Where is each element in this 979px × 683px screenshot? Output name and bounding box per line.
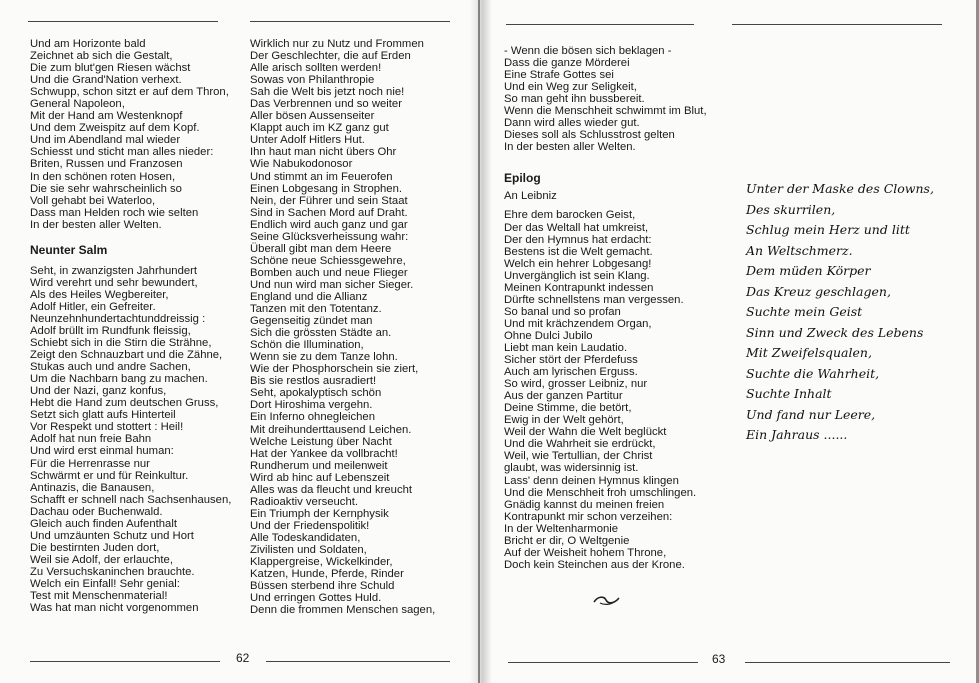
poem-line: Wenn sie zu dem Tanze lohn. [250, 351, 398, 364]
bottom-rule [745, 662, 950, 663]
poem-line: Gleich auch finden Aufenthalt [30, 517, 177, 530]
top-rule [732, 24, 942, 25]
poem-line: Ein Triumph der Kernphysik [250, 507, 389, 520]
poem-line: Die bestirnten Juden dort, [30, 541, 160, 554]
poem-line: In den schönen roten Hosen, [30, 170, 176, 183]
poem-line: Adolf hat nun freie Bahn [30, 433, 152, 446]
poem-line: In der besten aller Welten. [504, 141, 636, 154]
poem-line: In der Weltenharmonie [504, 522, 619, 535]
poem-line: An Weltschmerz. [746, 242, 853, 258]
poem-line: Ein Jahraus ...... [746, 427, 848, 442]
poem-line: Zivilisten und Soldaten, [250, 543, 367, 556]
poem-line: Ewig in der Welt gehört, [504, 414, 624, 427]
poem-line: Briten, Russen und Franzosen [30, 158, 183, 171]
poem-line: Und stimmt an im Feuerofen [250, 170, 393, 183]
poem-line: Als des Heiles Wegbereiter, [30, 288, 169, 301]
poem-line: Weil sie Adolf, der erlauchte, [30, 553, 173, 566]
poem-line: Schwärmt er und für Reinkultur. [30, 469, 189, 482]
section-heading: Neunter Salm [30, 242, 108, 257]
poem-line: Sah die Welt bis jetzt noch nie! [250, 86, 405, 99]
poem-line: - Wenn die bösen sich beklagen - [504, 45, 672, 57]
poem-line: Zeichnet ab sich die Gestalt, [30, 50, 173, 63]
poem-line: Weil der Wahn die Welt beglückt [504, 426, 667, 439]
poem-line: Adolf brüllt im Rundfunk fleissig, [30, 324, 191, 337]
left-column-2 [250, 38, 435, 616]
poem-line: Und fand nur Leere, [746, 406, 876, 422]
book-gutter [470, 0, 492, 683]
poem-line: Deine Stimme, die betört, [504, 402, 632, 415]
poem-line: Doch kein Steinchen aus der Krone. [504, 558, 685, 571]
poem-line: Neunzehnhundertachtunddreissig : [30, 312, 206, 325]
swirl-flourish-icon [592, 593, 622, 607]
poem-line: Die sie sehr wahrscheinlich so [30, 182, 182, 195]
poem-line: Schafft er schnell nach Sachsenhausen, [30, 493, 232, 506]
poem-line: Ihn haut man nicht übers Ohr [250, 146, 397, 159]
poem-line: Zeigt den Schnauzbart und die Zähne, [30, 349, 223, 362]
right-column-1 [504, 45, 707, 571]
bottom-rule [508, 662, 698, 663]
page-number: 63 [712, 652, 726, 666]
poem-line: Und umzäunten Schutz und Hort [30, 529, 194, 542]
poem-line: Dass man Helden roch wie selten [30, 206, 199, 219]
poem-line: Einen Lobgesang in Strophen. [250, 182, 403, 195]
poem-line: Dachau oder Buchenwald. [30, 505, 163, 518]
poem-line: England und die Allianz [250, 290, 368, 303]
poem-line: Und mit krächzendem Organ, [504, 317, 652, 330]
poem-line: Nein, der Führer und sein Staat [250, 194, 408, 207]
poem-line: Dürfte schnellstens man vergessen. [504, 293, 684, 306]
poem-line: Tanzen mit den Totentanz. [250, 303, 382, 316]
poem-line: Aus der ganzen Partitur [504, 390, 623, 403]
poem-line: Dann wird alles wieder gut. [504, 117, 640, 130]
left-column-1 [30, 38, 231, 614]
poem-line: Eine Strafe Gottes sei [504, 69, 614, 82]
poem-line: Der das Weltall hat umkreist, [504, 221, 649, 234]
poem-line: Der den Hymnus hat erdacht: [504, 233, 652, 246]
poem-line: Mit der Hand am Westenknopf [30, 110, 183, 123]
poem-line: Kontrapunkt mir schon verzeihen: [504, 510, 673, 523]
poem-line: Was hat man nicht vorgenommen [30, 602, 199, 615]
poem-line: Schwupp, schon sitzt er auf dem Thron, [30, 86, 229, 99]
poem-line: glaubt, was widersinnig ist. [504, 462, 639, 475]
poem-line: Alles was da fleucht und kreucht [250, 483, 413, 496]
poem-line: Vor Respekt und stottert : Heil! [30, 421, 184, 434]
poem-line: Ein Inferno ohnegleichen [250, 411, 375, 424]
poem-line: Bomben auch und neue Flieger [250, 266, 408, 279]
poem-line: Rundherum und meilenweit [250, 459, 388, 472]
poem-line: Klappt auch im KZ ganz gut [250, 122, 389, 135]
poem-line: Gnädig kannst du meinen freien [504, 498, 665, 511]
poem-line: Denn die frommen Menschen sagen, [250, 604, 436, 617]
poem-line: Und nun wird man sicher Sieger. [250, 278, 414, 291]
poem-line: Und erringen Gottes Huld. [250, 592, 382, 605]
handwritten-poem [746, 181, 934, 448]
poem-line: Dem müden Körper [746, 263, 871, 278]
poem-line: Wenn die Menschheit schwimmt im Blut, [504, 105, 707, 118]
poem-line: Wie der Phosphorschein sie ziert, [250, 363, 419, 376]
poem-line: Um die Nachbarn bang zu machen. [30, 373, 208, 386]
poem-line: Radioaktiv verseucht. [250, 495, 358, 508]
poem-line: Seht, apokalyptisch schön [250, 387, 382, 400]
poem-line: Und die Wahrheit sie erdrückt, [504, 438, 656, 451]
poem-line: Seine Glücksverheissung wahr: [250, 230, 409, 243]
poem-line: Weil, wie Tertullian, der Christ [504, 450, 653, 463]
poem-line: Ehre dem barocken Geist, [504, 209, 636, 222]
poem-line: Bestens ist die Welt gemacht. [504, 245, 653, 258]
right-page [480, 0, 976, 683]
poem-line: Endlich wird auch ganz und gar [250, 218, 408, 231]
epilog-heading: Epilog [504, 171, 541, 186]
poem-line: Aller bösen Aussenseiter [250, 110, 375, 123]
poem-line: Unter der Maske des Clowns, [746, 181, 934, 196]
poem-line: Schön die Illumination, [250, 339, 364, 352]
poem-line: Des skurrilen, [746, 201, 836, 217]
poem-line: So man geht ihn bussbereit. [504, 93, 645, 106]
poem-line: In der besten aller Welten. [30, 218, 162, 231]
poem-line: Büssen sterbend ihre Schuld [250, 580, 395, 593]
poem-line: Schöne neue Schiessgewehre, [250, 254, 406, 267]
poem-line: Und der Nazi, ganz konfus, [30, 385, 167, 398]
poem-line: Welch ein hehrer Lobgesang! [504, 257, 652, 270]
poem-line: Dass die ganze Mörderei [504, 57, 630, 70]
poem-line: Suchte Inhalt [746, 386, 832, 401]
poem-line: Und der Friedenspolitik! [250, 519, 370, 532]
poem-line: Antinazis, die Banausen, [30, 481, 155, 494]
poem-line: Und dem Zweispitz auf dem Kopf. [30, 122, 200, 135]
poem-line: Katzen, Hunde, Pferde, Rinder [250, 568, 404, 581]
poem-line: Überall gibt man dem Heere [250, 242, 392, 255]
poem-line: Welch ein Einfall! Sehr genial: [30, 577, 180, 590]
poem-line: Bis sie restlos ausradiert! [250, 375, 377, 388]
poem-line: Meinen Kontrapunkt indessen [504, 281, 654, 294]
poem-line: Und am Horizonte bald [30, 38, 146, 50]
poem-line: Sowas von Philanthropie [250, 74, 375, 87]
top-rule [506, 24, 694, 25]
page-number: 62 [236, 651, 250, 665]
epilog-subtitle: An Leibniz [504, 190, 557, 203]
poem-line: Stukas auch und andre Sachen, [30, 361, 191, 374]
poem-line: Mit Zweifelsqualen, [746, 345, 872, 360]
top-rule [250, 21, 450, 22]
poem-line: Welche Leistung über Nacht [250, 435, 392, 448]
poem-line: Unvergänglich ist sein Klang. [504, 269, 650, 282]
poem-line: Dort Hiroshima vergehn. [250, 399, 373, 412]
poem-line: Klappergreise, Wickelkinder, [250, 556, 393, 569]
poem-line: Sich die grössten Städte an. [250, 327, 392, 340]
poem-line: Sind in Sachen Mord auf Draht. [250, 206, 408, 219]
top-rule [28, 21, 218, 22]
poem-line: Gegenseitig zündet man [250, 315, 373, 328]
poem-line: Und die Grand'Nation verhext. [30, 74, 182, 87]
poem-line: Suchte mein Geist [746, 304, 863, 319]
poem-line: Hat der Yankee da vollbracht! [250, 447, 398, 460]
poem-line: Und wird erst einmal human: [30, 445, 174, 458]
poem-line: Und die Menschheit froh umschlingen. [504, 486, 697, 499]
poem-line: Setzt sich glatt aufs Hinterteil [30, 409, 176, 422]
poem-line: General Napoleon, [30, 98, 125, 111]
poem-line: Auch am lyrischen Erguss. [504, 366, 638, 379]
poem-line: Lass' denn deinen Hymnus klingen [504, 474, 679, 487]
poem-line: Das Verbrennen und so weiter [250, 98, 402, 111]
poem-line: Test mit Menschenmaterial! [30, 590, 168, 603]
poem-line: Suchte die Wahrheit, [746, 365, 880, 381]
bottom-rule [30, 661, 220, 662]
poem-line: Sicher stört der Pferdefuss [504, 354, 638, 367]
poem-line: Das Kreuz geschlagen, [746, 283, 891, 299]
poem-line: Ohne Dulci Jubilo [504, 329, 593, 342]
poem-line: Sinn und Zweck des Lebens [746, 324, 924, 340]
poem-line: Schlug mein Herz und litt [746, 222, 910, 237]
poem-line: Alle arisch sollten werden! [250, 62, 382, 75]
poem-line: Die zum blut'gen Riesen wächst [30, 62, 191, 75]
poem-line: Bricht er dir, O Weltgenie [504, 534, 630, 547]
poem-line: Der Geschlechter, die auf Erden [250, 50, 411, 63]
poem-line: Mit dreihunderttausend Leichen. [250, 423, 412, 436]
poem-line: Schiesst und sticht man alles nieder: [30, 146, 214, 159]
poem-line: Alle Todeskandidaten, [250, 531, 361, 544]
poem-line: Dieses soll als Schlusstrost gelten [504, 129, 675, 142]
poem-line: Wird ab hinc auf Lebenszeit [250, 471, 390, 484]
poem-line: Schiebt sich in die Stirn die Strähne, [30, 337, 212, 350]
poem-line: Seht, in zwanzigsten Jahrhundert [30, 264, 198, 277]
poem-line: Für die Herrenrasse nur [30, 457, 150, 470]
poem-line: Zu Versuchskaninchen brauchte. [30, 565, 195, 578]
poem-line: Wie Nabukodonosor [250, 158, 353, 171]
poem-line: Und ein Weg zur Seligkeit, [504, 81, 637, 94]
poem-line: Auf der Weisheit hohem Throne, [504, 546, 667, 559]
poem-line: Wirklich nur zu Nutz und Frommen [250, 38, 424, 50]
poem-line: Voll gehabt bei Waterloo, [30, 194, 156, 207]
poem-line: Liebt man kein Laudatio. [504, 341, 628, 354]
poem-line: Unter Adolf Hitlers Hut. [250, 134, 365, 147]
poem-line: Und im Abendland mal wieder [30, 134, 181, 147]
poem-line: So wird, grosser Leibniz, nur [504, 378, 648, 391]
left-page [0, 0, 478, 683]
poem-line: Adolf Hitler, ein Gefreiter. [30, 300, 156, 313]
bottom-rule [266, 661, 450, 662]
poem-line: So banal und so profan [504, 305, 621, 318]
poem-line: Hebt die Hand zum deutschen Gruss, [30, 397, 219, 410]
poem-line: Wird verehrt und sehr bewundert, [30, 276, 198, 289]
